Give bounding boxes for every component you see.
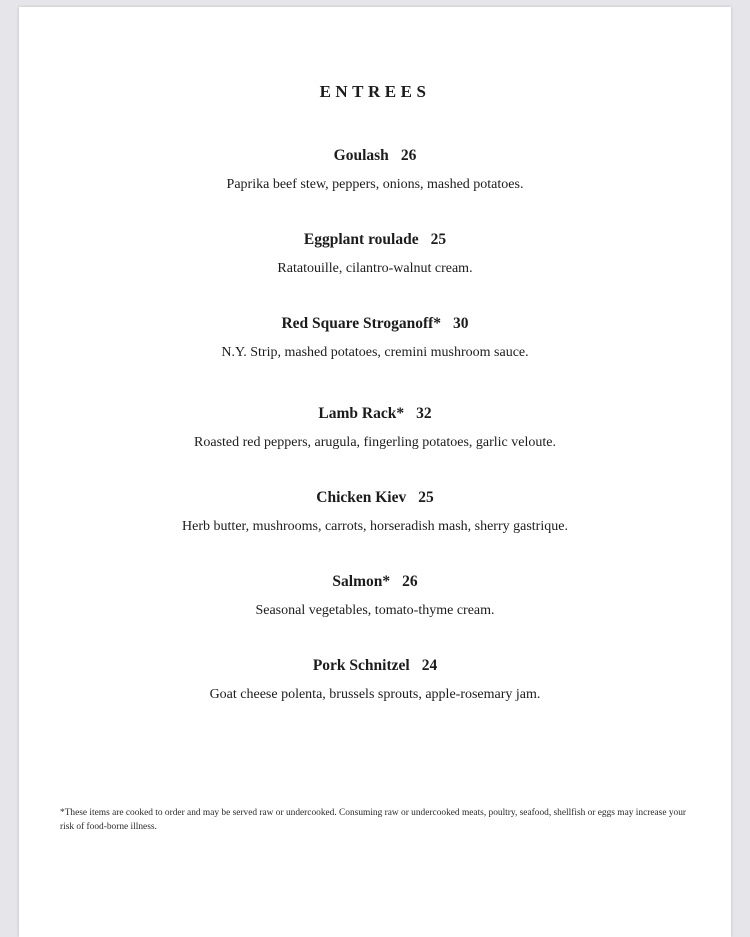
allergen-footnote: *These items are cooked to order and may be served raw or undercooked. Consuming raw or undercooked meats, poultry, seafood, shellfish or eggs may increase your risk of food-borne illness.	[60, 808, 687, 832]
menu-item-title	[19, 488, 731, 508]
menu-item-price: 32	[416, 405, 432, 422]
menu-item-price: 30	[453, 315, 469, 332]
menu-item-price: 26	[400, 147, 417, 164]
menu-item	[19, 230, 731, 278]
menu-item-name: Chicken Kiev	[316, 489, 407, 506]
menu-item	[19, 656, 731, 704]
menu-items	[19, 7, 731, 937]
menu-item-title	[19, 146, 731, 166]
menu-item-name: Red Square Stroganoff*	[281, 315, 442, 332]
menu-item-price: 26	[402, 573, 418, 590]
menu-item-title	[19, 404, 731, 424]
menu-item-name: Goulash	[333, 147, 389, 164]
menu-item	[19, 572, 731, 620]
menu-item	[19, 404, 731, 452]
menu-item-name: Salmon*	[332, 573, 391, 590]
menu-item-description: Ratatouille, cilantro-walnut cream.	[277, 261, 473, 276]
menu-item-name: Pork Schnitzel	[312, 657, 410, 674]
menu-item	[19, 488, 731, 536]
menu-item-description: Paprika beef stew, peppers, onions, mashed potatoes.	[226, 177, 524, 192]
menu-item-name: Eggplant roulade	[303, 231, 419, 248]
menu-item-price: 25	[418, 489, 434, 506]
menu-page	[19, 7, 731, 937]
menu-item-title	[19, 314, 731, 334]
menu-item-price: 24	[421, 657, 438, 674]
menu-item-name: Lamb Rack*	[318, 405, 405, 422]
menu-item-description: Goat cheese polenta, brussels sprouts, apple-rosemary jam.	[209, 687, 541, 702]
menu-item-description: Herb butter, mushrooms, carrots, horseradish mash, sherry gastrique.	[182, 519, 568, 534]
menu-heading: ENTREES	[319, 82, 431, 101]
menu-item-description: Seasonal vegetables, tomato-thyme cream.	[255, 603, 495, 618]
menu-item-title	[19, 572, 731, 592]
menu-item-title	[19, 656, 731, 676]
menu-item-price: 25	[430, 231, 447, 248]
menu-item-title	[19, 230, 731, 250]
menu-item-description: N.Y. Strip, mashed potatoes, cremini mushroom sauce.	[221, 345, 529, 360]
menu-item	[19, 146, 731, 194]
menu-item-description: Roasted red peppers, arugula, fingerling potatoes, garlic veloute.	[194, 435, 556, 450]
menu-item	[19, 314, 731, 362]
